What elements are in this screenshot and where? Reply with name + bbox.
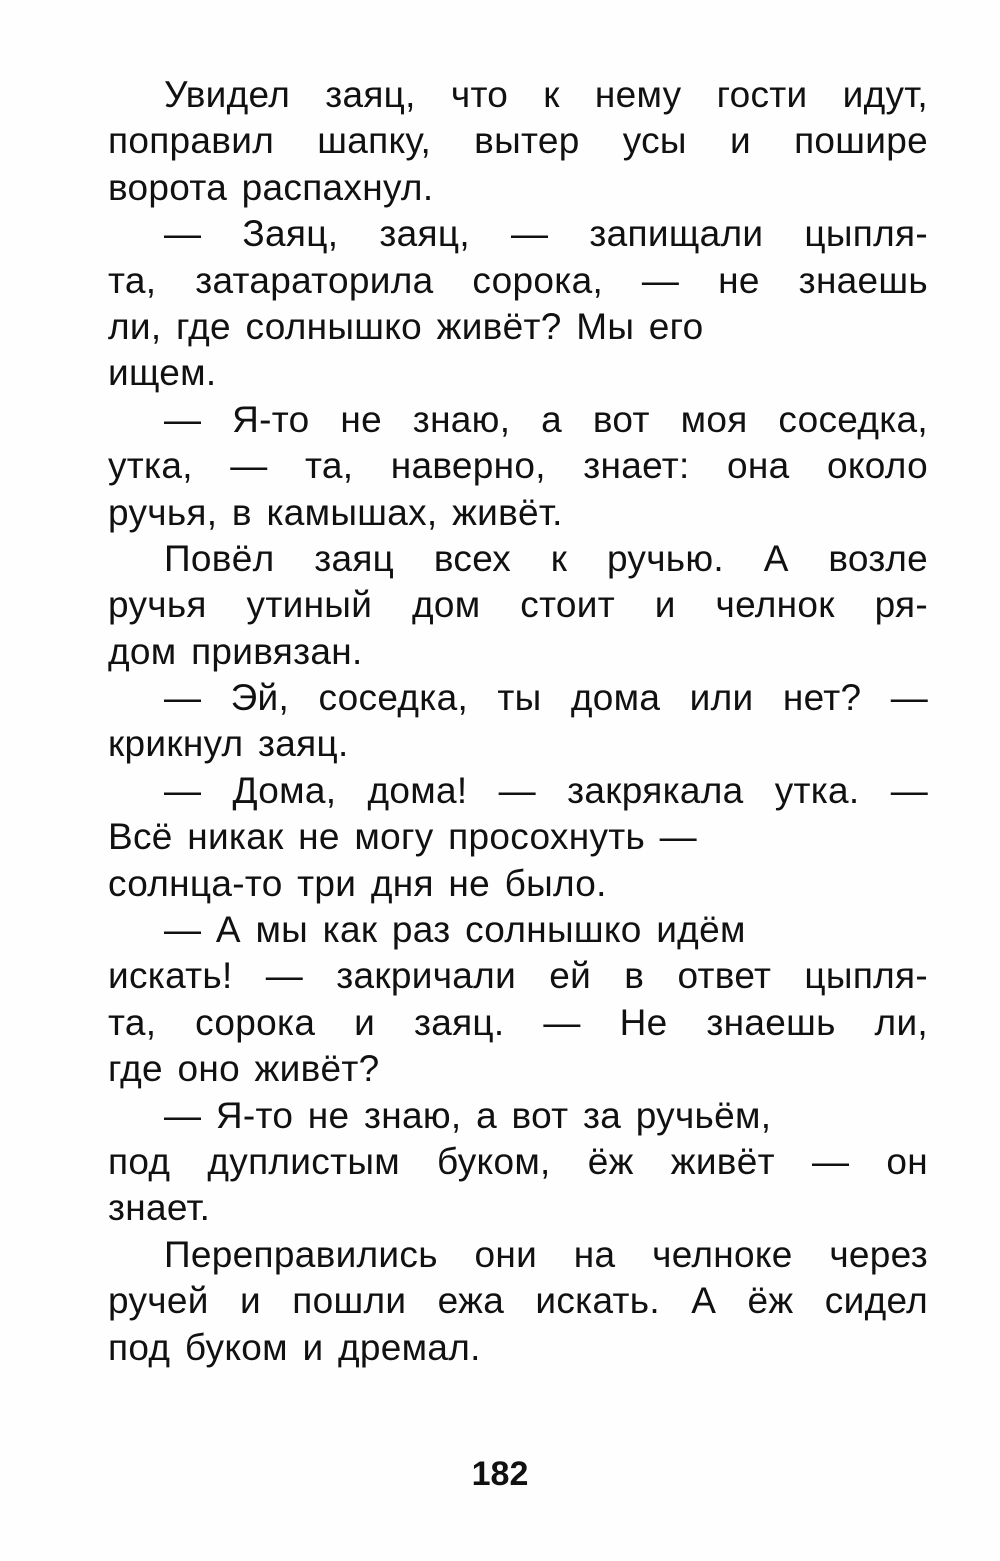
text-line: поправил шапку, вытер усы и пошире <box>108 120 928 162</box>
text-line: — Я-то не знаю, а вот моя соседка, <box>164 398 928 440</box>
text-line: знает. <box>108 1187 211 1229</box>
text-line: ищем. <box>108 352 217 394</box>
text-line: под дуплистым буком, ёж живёт — он <box>108 1140 928 1182</box>
text-line: — Дома, дома! — закрякала утка. — <box>164 769 928 811</box>
text-line: Повёл заяц всех к ручью. А возле <box>164 537 928 579</box>
text-line: та, затараторила сорока, — не знаешь <box>108 259 928 301</box>
text-line: Всё никак не могу просохнуть — <box>108 816 697 858</box>
text-line: под буком и дремал. <box>108 1326 481 1368</box>
text-line: крикнул заяц. <box>108 723 349 765</box>
text-line: — А мы как раз солнышко идём <box>164 909 746 951</box>
text-line: утка, — та, наверно, знает: она около <box>108 445 928 487</box>
text-line: ручья утиный дом стоит и челнок ря- <box>108 584 928 626</box>
text-line: Увидел заяц, что к нему гости идут, <box>164 74 928 115</box>
text-line: ворота распахнул. <box>108 166 434 208</box>
text-line: искать! — закричали ей в ответ цыпля- <box>108 955 928 997</box>
text-line: ли, где солнышко живёт? Мы его <box>108 305 704 347</box>
page-number: 182 <box>471 1455 529 1493</box>
story-text <box>108 72 928 1371</box>
text-line: Переправились они на челноке через <box>164 1233 928 1275</box>
text-line: где оно живёт? <box>108 1048 380 1090</box>
text-line: дом привязан. <box>108 630 363 672</box>
text-line: — Эй, соседка, ты дома или нет? — <box>164 677 928 719</box>
text-line: солнца-то три дня не было. <box>108 862 607 904</box>
text-line: — Заяц, заяц, — запищали цыпля- <box>164 213 928 255</box>
text-line: ручья, в камышах, живёт. <box>108 491 563 533</box>
text-line: та, сорока и заяц. — Не знаешь ли, <box>108 1001 928 1043</box>
text-line: — Я-то не знаю, а вот за ручьём, <box>164 1094 772 1136</box>
text-line: ручей и пошли ежа искать. А ёж сидел <box>108 1280 928 1322</box>
